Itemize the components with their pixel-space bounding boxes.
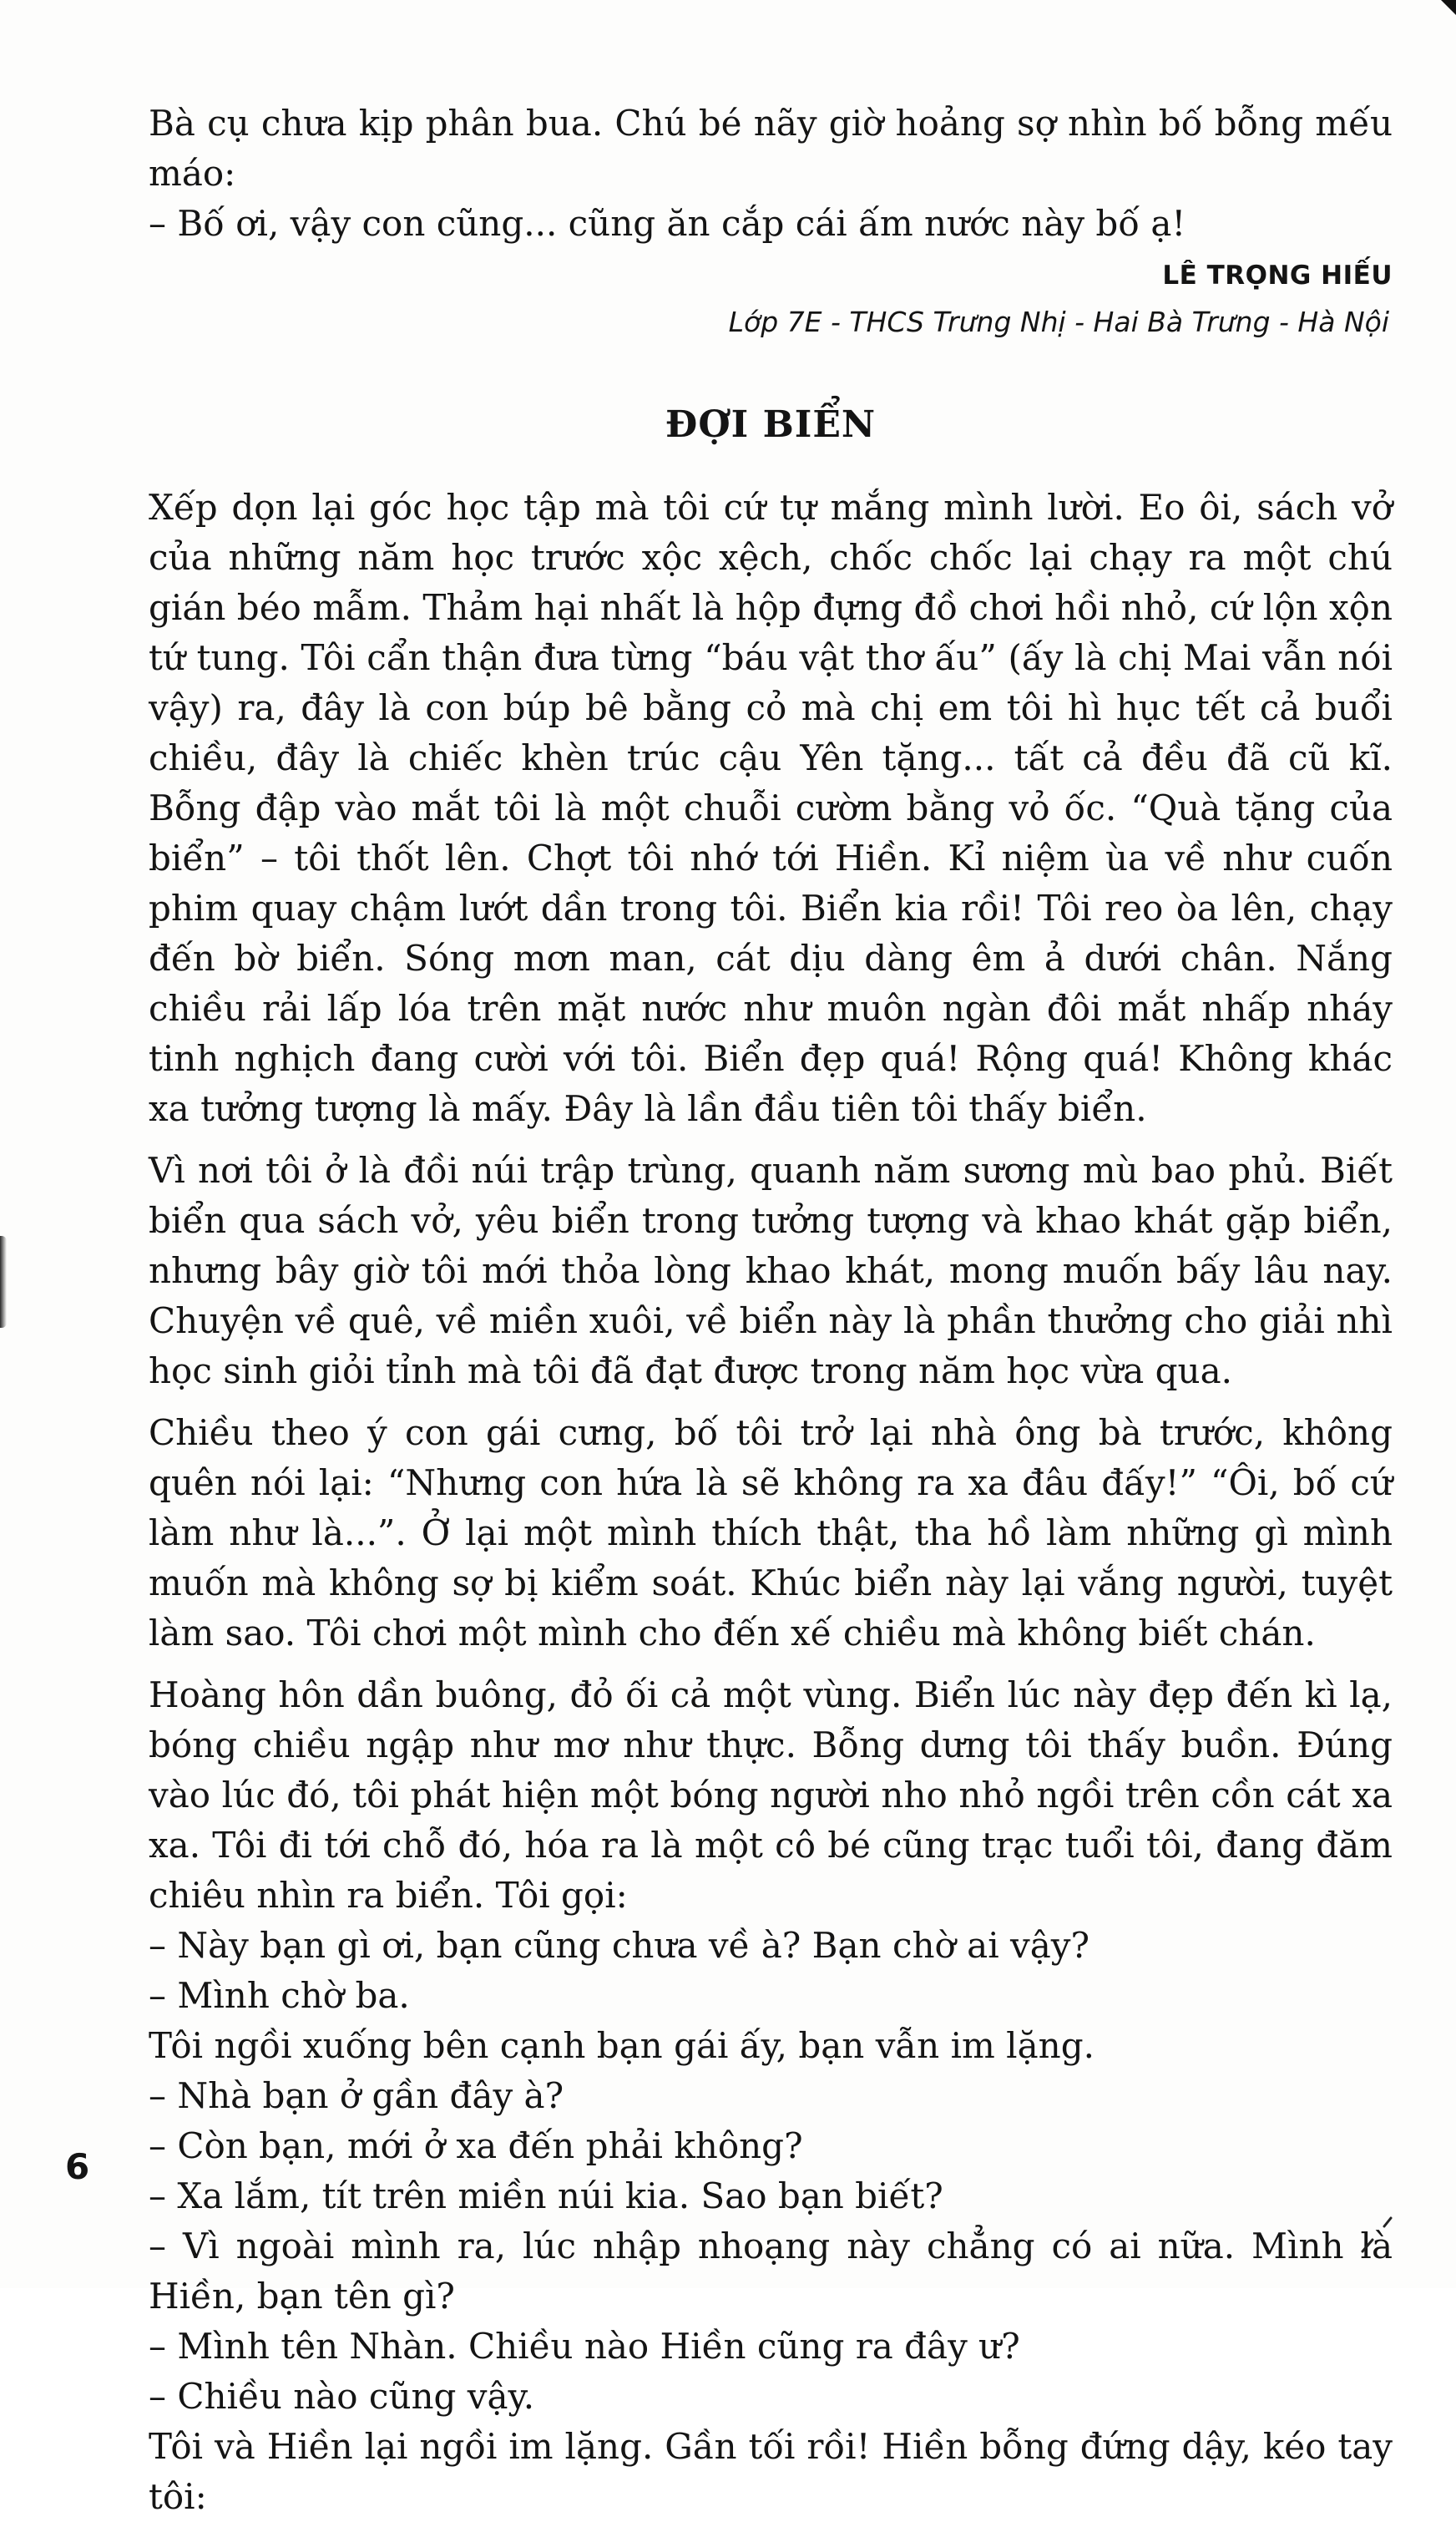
story-paragraph: Xếp dọn lại góc học tập mà tôi cứ tự mắng mình lười. Eo ôi, sách vở của những năm học trước xộc xệch, chốc chốc lại chạy ra một chú gián béo mẫm. Thảm hại nhất là hộp đựng đồ chơi hồi nhỏ, cứ lộn xộn tứ tung. Tôi cẩn thận đưa từng “báu vật thơ ấu” (ấy là chị Mai vẫn nói vậy) ra, đây là con búp bê bằng cỏ mà chị em tôi hì hục tết cả buổi chiều, đây là chiếc khèn trúc cậu Yên tặng... tất cả đều đã cũ kĩ. Bỗng đập vào mắt tôi là một chuỗi cườm bằng vỏ ốc. “Quà tặng của biển” – tôi thốt lên. Chợt tôi nhớ tới Hiền. Kỉ niệm ùa về như cuốn phim quay chậm lướt dần trong tôi. Biển kia rồi! Tôi reo òa lên, chạy đến bờ biển. Sóng mơn man, cát dịu dàng êm ả dưới chân. Nắng chiều rải lấp lóa trên mặt nước như muôn ngàn đôi mắt nhấp nháy tinh nghịch đang cười với tôi. Biển đẹp quá! Rộng quá! Không khác xa tưởng tượng là mấy. Đây là lần đầu tiên tôi thấy biển.: [149, 487, 1393, 1129]
author-school: Lớp 7E - THCS Trưng Nhị - Hai Bà Trưng - Hà Nội: [728, 306, 1389, 338]
page-corner-mark: [1441, 0, 1456, 15]
dialogue-line: – Chiều nào cũng vậy.: [149, 2376, 535, 2417]
dialogue-line: Tôi và Hiền lại ngồi im lặng. Gần tối rồi! Hiền bỗng đứng dậy, kéo tay tôi:: [149, 2426, 1393, 2517]
dialogue-line: – Này bạn gì ơi, bạn cũng chưa về à? Bạn chờ ai vậy?: [149, 1925, 1090, 1966]
intro-line-1: Bà cụ chưa kịp phân bua. Chú bé nãy giờ hoảng sợ nhìn bố bỗng mếu máo:: [149, 103, 1393, 194]
text-column: [149, 99, 1393, 2522]
dialogue-line: – Còn bạn, mới ở xa đến phải không?: [149, 2125, 803, 2166]
dialogue-line: – Mình tên Nhàn. Chiều nào Hiền cũng ra đây ư?: [149, 2326, 1020, 2367]
dialogue-line: – Vì ngoài mình ra, lúc nhập nhoạng này chẳng có ai nữa. Mình là Hiền, bạn tên gì?: [149, 2226, 1393, 2317]
dialogue-line: Tôi ngồi xuống bên cạnh bạn gái ấy, bạn vẫn im lặng.: [149, 2025, 1095, 2066]
binding-shadow: [0, 1236, 7, 1328]
dialogue-line: – Nhà bạn ở gần đây à?: [149, 2075, 564, 2116]
story-paragraph: Chiều theo ý con gái cưng, bố tôi trở lại nhà ông bà trước, không quên nói lại: “Nhưng con hứa là sẽ không ra xa đâu đấy!” “Ôi, bố cứ làm như là...”. Ở lại một mình thích thật, tha hồ làm những gì mình muốn mà không sợ bị kiểm soát. Khúc biển này lại vắng người, tuyệt làm sao. Tôi chơi một mình cho đến xế chiều mà không biết chán.: [149, 1412, 1393, 1653]
story-body: [149, 483, 1393, 2522]
story-title: ĐỢI BIỂN: [665, 403, 877, 446]
dialogue-line: – Xa lắm, tít trên miền núi kia. Sao bạn biết?: [149, 2175, 943, 2216]
dialogue-line: – Mình chờ ba.: [149, 1975, 410, 2016]
story-paragraph: Vì nơi tôi ở là đồi núi trập trùng, quanh năm sương mù bao phủ. Biết biển qua sách vở, yêu biển trong tưởng tượng và khao khát gặp biển, nhưng bây giờ tôi mới thỏa lòng khao khát, mong muốn bấy lâu nay. Chuyện về quê, về miền xuôi, về biển này là phần thưởng cho giải nhì học sinh giỏi tỉnh mà tôi đã đạt được trong năm học vừa qua.: [149, 1150, 1393, 1391]
story-paragraph: Hoàng hôn dần buông, đỏ ối cả một vùng. Biển lúc này đẹp đến kì lạ, bóng chiều ngập như mơ như thực. Bỗng dưng tôi thấy buồn. Đúng vào lúc đó, tôi phát hiện một bóng người nho nhỏ ngồi trên cồn cát xa xa. Tôi đi tới chỗ đó, hóa ra là một cô bé cũng trạc tuổi tôi, đang đăm chiêu nhìn ra biển. Tôi gọi:: [149, 1674, 1393, 1916]
author-name: LÊ TRỌNG HIẾU: [1162, 261, 1393, 291]
intro-line-2: – Bố ơi, vậy con cũng... cũng ăn cắp cái ấm nước này bố ạ!: [149, 203, 1186, 244]
page-number: 6: [65, 2146, 90, 2187]
pencil-scratch-mark: [1359, 2215, 1398, 2255]
